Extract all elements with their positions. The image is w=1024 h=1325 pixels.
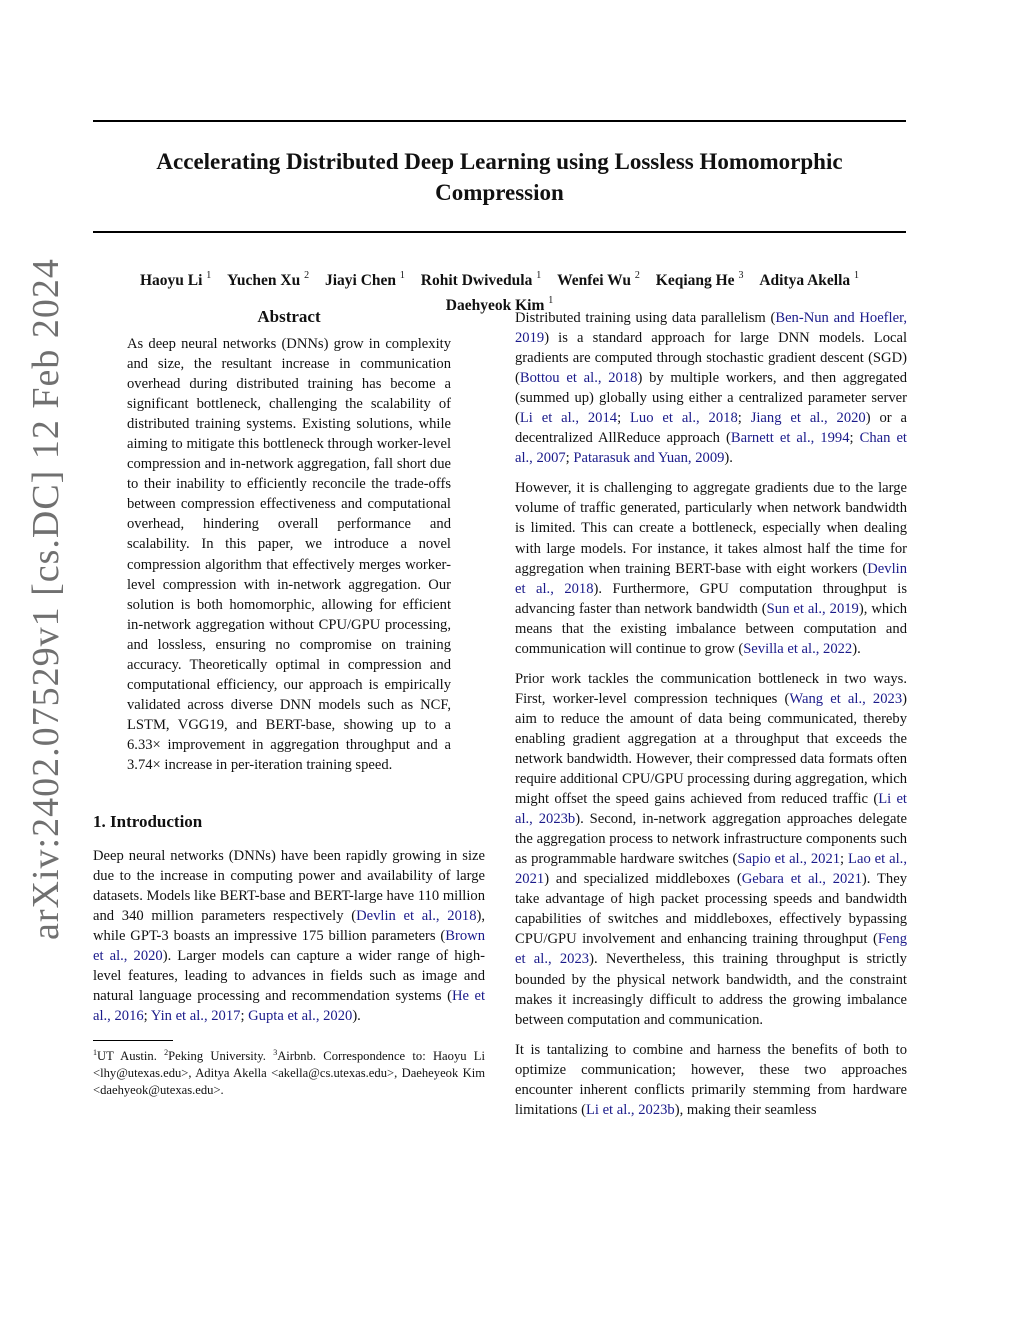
- body-paragraph: [515, 478, 907, 658]
- citation-link[interactable]: Sun et al., 2019: [766, 600, 859, 617]
- body-paragraph: [515, 669, 907, 1030]
- paragraph-text: ).: [852, 640, 861, 657]
- author: [557, 272, 640, 289]
- paragraph-text: ) or a decentralized AllReduce approach (: [515, 410, 908, 447]
- citation-link[interactable]: Luo et al., 2018: [630, 410, 738, 427]
- author-name: Rohit Dwivedula: [420, 272, 533, 290]
- arxiv-identifier: arXiv:2402.07529v1 [cs.DC] 12 Feb 2024: [25, 258, 67, 940]
- abstract-text: As deep neural networks (DNNs) grow in complexity and size, the resultant increase in communication overhead during distributed training has become a significant bottleneck, challenging the scalability of distributed training systems. Existing solutions, while aiming to mitigate this bottleneck through worker-level compression and in-network aggregation, fall short due to their inability to efficiently reconcile the trade-offs between compression effectiveness and computational overhead, hindering overall performance and scalability. In this paper, we introduce a novel compression algorithm that effectively merges worker-level compression with in-network aggregation. Our solution is both homomorphic, allowing for efficient in-network aggregation without CPU/GPU processing, and lossless, ensuring no compromise on training accuracy. Theoretically optimal in compression and computational efficiency, our approach is empirically validated across diverse DNN models such as NCF, LSTM, VGG19, and BERT-base, showing up to a 6.33× improvement in aggregation throughput and a 3.74× increase in per-iteration training speed.: [127, 336, 451, 773]
- citation-link[interactable]: Li et al., 2023b: [585, 1101, 675, 1118]
- abstract-heading: Abstract: [257, 307, 321, 326]
- paragraph-text: ) is a standard approach for large DNN models. Local gradients are computed through stochastic gradient descent (SGD) (: [515, 330, 907, 387]
- citation-link[interactable]: Bottou et al., 2018: [519, 370, 638, 387]
- citation-link[interactable]: Gebara et al., 2021: [741, 871, 862, 888]
- paragraph-text: Deep neural networks (DNNs) have been rapidly growing in size due to the increase in computing power and availability of large datasets. Models like BERT-base and BERT-large have 110 million and 340 million parameters respectively (: [93, 848, 485, 925]
- paragraph-text: ).: [724, 450, 733, 467]
- body-paragraph: [515, 308, 907, 468]
- author-name: Yuchen Xu: [227, 272, 301, 290]
- citation-link[interactable]: Brown et al., 2020: [93, 928, 485, 965]
- paragraph-text: ). Nevertheless, this training throughput is strictly bounded by the physical network bandwidth, and the constraint makes it increasingly difficult to address the growing imbalance between computation and communication.: [515, 951, 907, 1028]
- paragraph-text: ). Larger models can capture a wider range of high-level features, leading to advances in fields such as image and natural language processing and recommendation systems (: [93, 948, 485, 1005]
- paragraph-text: It is tantalizing to combine and harness the benefits of both to optimize communication; however, these two approaches encounter inherent conflicts primarily stemming from hardware limitations (: [515, 1041, 907, 1118]
- paragraph-text: ). They take advantage of high packet processing speeds and bandwidth capabilities of switches and middleboxes, effectively bypassing CPU/GPU involvement and enhancing training throughput (: [515, 871, 907, 948]
- citation-link[interactable]: Yin et al., 2017: [150, 1008, 241, 1025]
- footnote-affiliation-number: 2: [164, 1048, 169, 1058]
- author-affiliation: 2: [634, 270, 640, 281]
- citation-link[interactable]: Lao et al., 2021: [515, 851, 907, 888]
- author: [759, 272, 859, 289]
- citation-link[interactable]: Chan et al., 2007: [515, 430, 907, 467]
- author-affiliation: 1: [548, 295, 554, 307]
- author-name: Haoyu Li: [139, 272, 203, 290]
- author-affiliation: 1: [854, 270, 860, 281]
- footnote-affiliation: UT Austin.: [97, 1049, 157, 1064]
- citation-link[interactable]: Gupta et al., 2020: [248, 1008, 353, 1025]
- citation-link[interactable]: Sapio et al., 2021: [737, 851, 841, 868]
- paper-title: Accelerating Distributed Deep Learning using Lossless Homomorphic Compression: [156, 149, 843, 205]
- author-affiliation: 3: [738, 270, 744, 281]
- author: [656, 272, 744, 289]
- author-affiliation: 2: [304, 270, 310, 281]
- title-rule-top: [93, 120, 906, 122]
- footnote-rule: [93, 1040, 173, 1041]
- citation-link[interactable]: Barnett et al., 1994: [730, 430, 850, 447]
- paragraph-text: ), while GPT-3 boasts an impressive 175 billion parameters (: [93, 908, 486, 945]
- citation-link[interactable]: Wang et al., 2023: [789, 690, 903, 707]
- paragraph-text: ;: [143, 1008, 151, 1025]
- author-affiliation: 1: [536, 270, 542, 281]
- paragraph-text: ;: [840, 851, 849, 868]
- paragraph-text: ) and specialized middleboxes (: [544, 871, 742, 888]
- paragraph-text: ;: [565, 450, 574, 467]
- paragraph-text: ).: [352, 1008, 361, 1025]
- citation-link[interactable]: Jiang et al., 2020: [750, 410, 866, 427]
- citation-link[interactable]: Sevilla et al., 2022: [743, 640, 853, 657]
- author-name: Jiayi Chen: [324, 272, 397, 290]
- author: [227, 272, 309, 289]
- footnote-correspondence: Correspondence to: Haoyu Li <lhy@utexas.edu>, Aditya Akella <akella@cs.utexas.edu>, Daeheyeok Kim <daehyeok@utexas.edu>.: [93, 1049, 485, 1097]
- footnote-affiliation-number: 1: [93, 1048, 97, 1058]
- section-heading-introduction: 1. Introduction: [93, 812, 203, 832]
- author: [325, 272, 405, 289]
- footnote: [93, 1045, 485, 1098]
- footnote-affiliation: Peking University.: [168, 1049, 266, 1064]
- paragraph-text: ;: [240, 1008, 249, 1025]
- body-paragraph: [515, 1040, 907, 1120]
- author-name: Daehyeok Kim: [445, 297, 545, 315]
- paragraph-text: ;: [617, 410, 631, 427]
- citation-link[interactable]: Patarasuk and Yuan, 2009: [573, 450, 725, 467]
- paragraph-text: ) aim to reduce the amount of data being communicated, thereby enabling gradient aggregation at a throughput that exceeds the network bandwidth. However, their compressed data formats often require additional CPU/GPU processing during aggregation, which might offset the speed gains achieved from reduced traffic (: [515, 690, 907, 808]
- author-name: Wenfei Wu: [557, 272, 632, 290]
- paragraph-text: ). Furthermore, GPU computation throughput is advancing faster than network bandwidth (: [515, 580, 907, 617]
- citation-link[interactable]: Devlin et al., 2018: [515, 560, 907, 597]
- citation-link[interactable]: Ben-Nun and Hoefler, 2019: [515, 310, 908, 347]
- citation-link[interactable]: Li et al., 2023b: [515, 791, 907, 828]
- footnote-affiliation-number: 3: [273, 1048, 278, 1058]
- paragraph-text: ;: [737, 410, 751, 427]
- citation-link[interactable]: Feng et al., 2023: [515, 931, 907, 968]
- citation-link[interactable]: Li et al., 2014: [519, 410, 618, 427]
- left-column: [93, 305, 485, 1098]
- title-rule-bottom: [93, 231, 906, 233]
- citation-link[interactable]: Devlin et al., 2018: [356, 908, 477, 925]
- right-column: [515, 308, 907, 1120]
- author: [140, 272, 211, 289]
- author: [421, 272, 541, 289]
- author-affiliation: 1: [399, 270, 405, 281]
- intro-paragraph: [93, 846, 485, 1026]
- paragraph-text: However, it is challenging to aggregate gradients due to the large volume of traffic generated, particularly when network bandwidth is limited. This can create a bottleneck, especially when dealing with large models. For instance, it takes almost half the time for aggregation when training BERT-base with eight workers (: [515, 480, 907, 577]
- author-name: Aditya Akella: [759, 272, 851, 290]
- citation-link[interactable]: He et al., 2016: [93, 988, 486, 1025]
- paragraph-text: Distributed training using data parallelism (: [515, 310, 776, 326]
- paragraph-text: ), making their seamless: [674, 1101, 817, 1118]
- paragraph-text: ), which means that the existing imbalance between computation and communication will continue to grow (: [515, 600, 907, 657]
- paragraph-text: Prior work tackles the communication bottleneck in two ways. First, worker-level compression techniques (: [515, 670, 907, 707]
- footnote-affiliation: Airbnb.: [277, 1049, 317, 1064]
- author-affiliation: 1: [206, 270, 212, 281]
- author-name: Keqiang He: [655, 272, 735, 290]
- paragraph-text: ). Second, in-network aggregation approaches delegate the aggregation process to network infrastructure components such as programmable hardware switches (: [515, 811, 907, 868]
- paragraph-text: ;: [849, 430, 860, 447]
- paragraph-text: ) by multiple workers, and then aggregated (summed up) globally using either a centralized parameter server (: [515, 370, 907, 427]
